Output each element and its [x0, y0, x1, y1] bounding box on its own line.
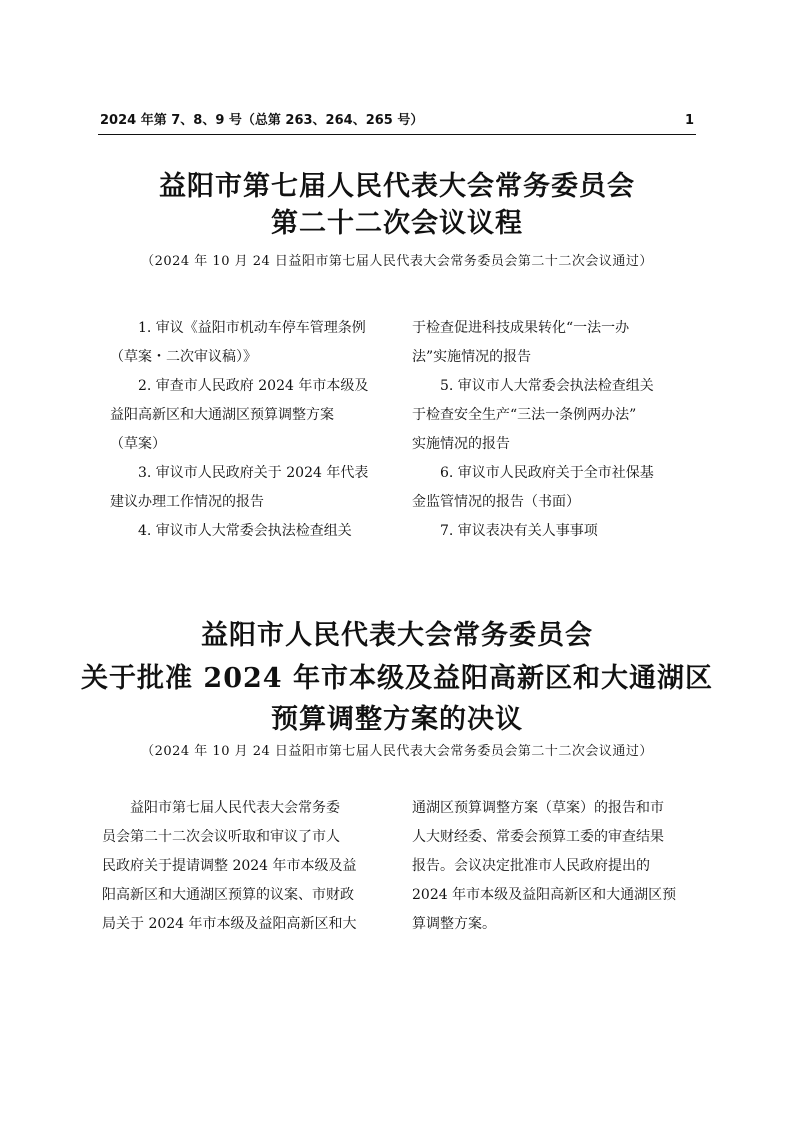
agenda-item-line: 1. 审议《益阳市机动车停车管理条例 — [138, 320, 366, 336]
agenda-item-line: 3. 审议市人民政府关于 2024 年代表 — [138, 465, 369, 481]
agenda-item-line: 2. 审查市人民政府 2024 年市本级及 — [138, 378, 369, 394]
decision-text-line: 通湖区预算调整方案（草案）的报告和市 — [412, 800, 664, 816]
decision-text-line: 员会第二十二次会议听取和审议了市人 — [102, 829, 340, 845]
agenda-item-line: （草案） — [110, 436, 166, 452]
decision-text-line: 人大财经委、常委会预算工委的审查结果 — [412, 829, 664, 845]
decision-text-line: 益阳市第七届人民代表大会常务委 — [130, 800, 340, 816]
agenda-item-line: 6. 审议市人民政府关于全市社保基 — [440, 465, 654, 481]
agenda-item-line: （草案・二次审议稿）》 — [110, 349, 257, 365]
agenda-item-line: 金监管情况的报告（书面） — [412, 494, 580, 510]
decision-left-column — [102, 794, 385, 939]
agenda-item-line: 建议办理工作情况的报告 — [110, 494, 264, 510]
decision-text-line: 阳高新区和大通湖区预算的议案、市财政 — [102, 887, 354, 903]
agenda-item-line: 于检查促进科技成果转化“一法一办 — [412, 320, 630, 336]
agenda-item-line: 法”实施情况的报告 — [412, 349, 532, 365]
agenda-right-column — [412, 314, 695, 546]
decision-right-column — [412, 794, 695, 939]
decision-title-line-2: 关于批准 2024 年市本级及益阳高新区和大通湖区 — [81, 663, 713, 694]
page-number: 1 — [684, 113, 694, 128]
decision-title-line-3: 预算调整方案的决议 — [271, 704, 523, 735]
decision-text-line: 民政府关于提请调整 2024 年市本级及益 — [102, 858, 357, 874]
agenda-title-line-1: 益阳市第七届人民代表大会常务委员会 — [159, 171, 635, 202]
agenda-item-line: 7. 审议表决有关人事事项 — [440, 523, 598, 539]
decision-text-line: 局关于 2024 年市本级及益阳高新区和大 — [102, 916, 357, 932]
agenda-left-column — [110, 314, 393, 546]
agenda-item-line: 实施情况的报告 — [412, 436, 510, 452]
running-header — [98, 112, 696, 135]
issue-number: 2024 年第 7、8、9 号（总第 263、264、265 号） — [100, 113, 424, 128]
agenda-title-line-2: 第二十二次会议议程 — [271, 208, 523, 239]
decision-title-line-1: 益阳市人民代表大会常务委员会 — [201, 620, 593, 651]
agenda-item-line: 于检查安全生产“三法一条例两办法” — [412, 407, 637, 423]
agenda-item-line: 5. 审议市人大常委会执法检查组关 — [440, 378, 654, 394]
decision-text-line: 2024 年市本级及益阳高新区和大通湖区预 — [412, 887, 677, 903]
agenda-item-line: 益阳高新区和大通湖区预算调整方案 — [110, 407, 334, 423]
agenda-item-line: 4. 审议市人大常委会执法检查组关 — [138, 523, 352, 539]
agenda-passed-note: （2024 年 10 月 24 日益阳市第七届人民代表大会常务委员会第二十二次会议通过） — [141, 254, 653, 269]
decision-text-line: 报告。会议决定批准市人民政府提出的 — [412, 858, 650, 874]
decision-text-line: 算调整方案。 — [412, 916, 496, 932]
decision-passed-note: （2024 年 10 月 24 日益阳市第七届人民代表大会常务委员会第二十二次会议通过） — [141, 744, 653, 759]
